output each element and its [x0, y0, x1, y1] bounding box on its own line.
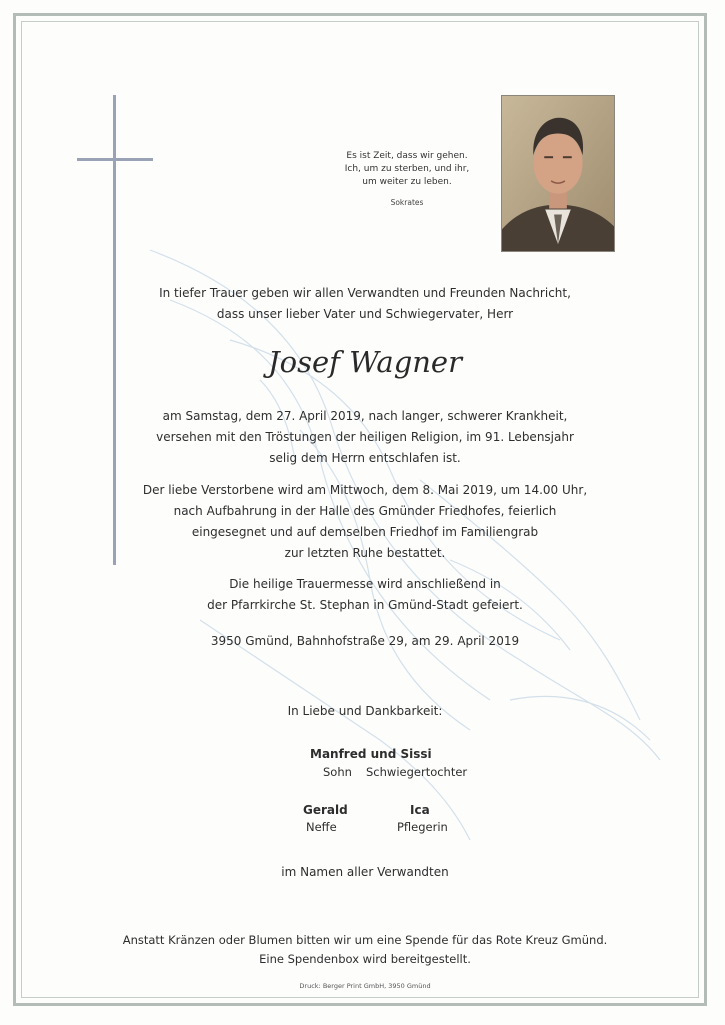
text-line: Die heilige Trauermesse wird anschließend in [229, 577, 501, 591]
printer-credit: Druck: Berger Print GmbH, 3950 Gmünd [299, 982, 431, 990]
gratitude-line: In Liebe und Dankbarkeit: [287, 704, 443, 718]
text-line: zur letzten Ruhe bestattet. [284, 546, 446, 560]
quote-line: Es ist Zeit, dass wir gehen. [346, 151, 468, 161]
text-line: Eine Spendenbox wird bereitgestellt. [259, 952, 471, 966]
text-line: In tiefer Trauer geben wir allen Verwandten und Freunden Nachricht, [159, 286, 571, 300]
donation-text [100, 931, 630, 969]
text-line: Anstatt Kränzen oder Blumen bitten wir um eine Spende für das Rote Kreuz Gmünd. [122, 933, 608, 947]
portrait-photo [501, 95, 615, 252]
funeral-text [100, 480, 630, 564]
mourner-1-name: Gerald [303, 803, 348, 817]
intro-text [100, 283, 630, 325]
text-line: am Samstag, dem 27. April 2019, nach langer, schwerer Krankheit, [162, 409, 568, 423]
text-line: eingesegnet und auf demselben Friedhof im Familiengrab [191, 525, 539, 539]
mourner-family-names: Manfred und Sissi [310, 747, 432, 761]
death-notice-text [100, 406, 630, 469]
deceased-name: Josef Wagner [268, 345, 462, 379]
cross-horizontal-bar [77, 158, 153, 161]
quote-line: Ich, um zu sterben, und ihr, [344, 164, 470, 174]
mourner-2-name: Ica [410, 803, 430, 817]
mass-text [100, 574, 630, 616]
mourner-2-role: Pflegerin [397, 820, 448, 834]
mourner-family-role-2: Schwiegertochter [366, 765, 468, 779]
mourner-family-role-1: Sohn [323, 765, 352, 779]
mourner-1-role: Neffe [306, 820, 337, 834]
quote-block [322, 150, 492, 209]
text-line: versehen mit den Tröstungen der heiligen Religion, im 91. Lebensjahr [156, 430, 574, 444]
quote-line: um weiter zu leben. [362, 177, 452, 187]
relatives-line: im Namen aller Verwandten [281, 865, 449, 879]
place-date: 3950 Gmünd, Bahnhofstraße 29, am 29. April 2019 [210, 634, 520, 648]
text-line: nach Aufbahrung in der Halle des Gmünder Friedhofes, feierlich [173, 504, 557, 518]
text-line: selig dem Herrn entschlafen ist. [269, 451, 461, 465]
quote-author: Sokrates [390, 198, 424, 207]
text-line: Der liebe Verstorbene wird am Mittwoch, dem 8. Mai 2019, um 14.00 Uhr, [142, 483, 588, 497]
text-line: dass unser lieber Vater und Schwiegervater, Herr [216, 307, 514, 321]
text-line: der Pfarrkirche St. Stephan in Gmünd-Stadt gefeiert. [207, 598, 523, 612]
